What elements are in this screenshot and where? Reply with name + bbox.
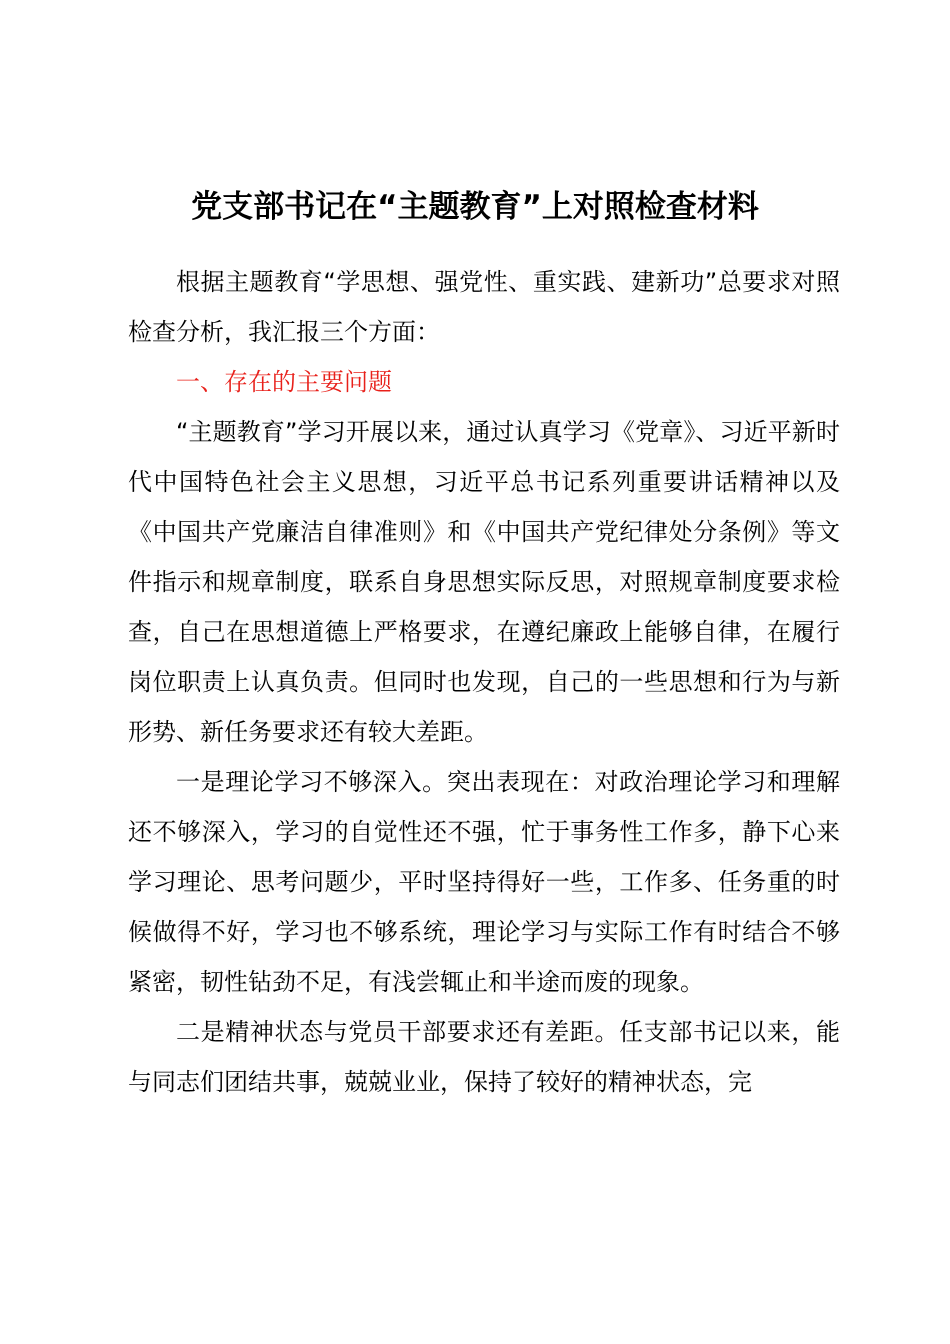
section-heading: 一、存在的主要问题: [176, 368, 392, 396]
intro-paragraph: 根据主题教育“学思想、强党性、重实践、建新功”总要求对照检查分析，我汇报三个方面：: [128, 268, 840, 346]
document-body: [128, 257, 840, 1107]
body-paragraph: 二是精神状态与党员干部要求还有差距。任支部书记以来，能与同志们团结共事，兢兢业业，保持了较好的精神状态，完: [128, 1018, 840, 1096]
document-title: 党支部书记在“主题教育”上对照检查材料: [191, 189, 759, 225]
body-paragraph: “主题教育”学习开展以来，通过认真学习《党章》、习近平新时代中国特色社会主义思想，习近平总书记系列重要讲话精神以及《中国共产党廉洁自律准则》和《中国共产党纪律处分条例》等文件指示和规章制度，联系自身思想实际反思，对照规章制度要求检查，自己在思想道德上严格要求，在遵纪廉政上能够自律，在履行岗位职责上认真负责。但同时也发现，自己的一些思想和行为与新形势、新任务要求还有较大差距。: [128, 418, 840, 746]
body-paragraph: 一是理论学习不够深入。突出表现在：对政治理论学习和理解还不够深入，学习的自觉性还不强，忙于事务性工作多，静下心来学习理论、思考问题少，平时坚持得好一些，工作多、任务重的时候做得不好，学习也不够系统，理论学习与实际工作有时结合不够紧密，韧性钻劲不足，有浅尝辄止和半途而废的现象。: [128, 768, 840, 996]
